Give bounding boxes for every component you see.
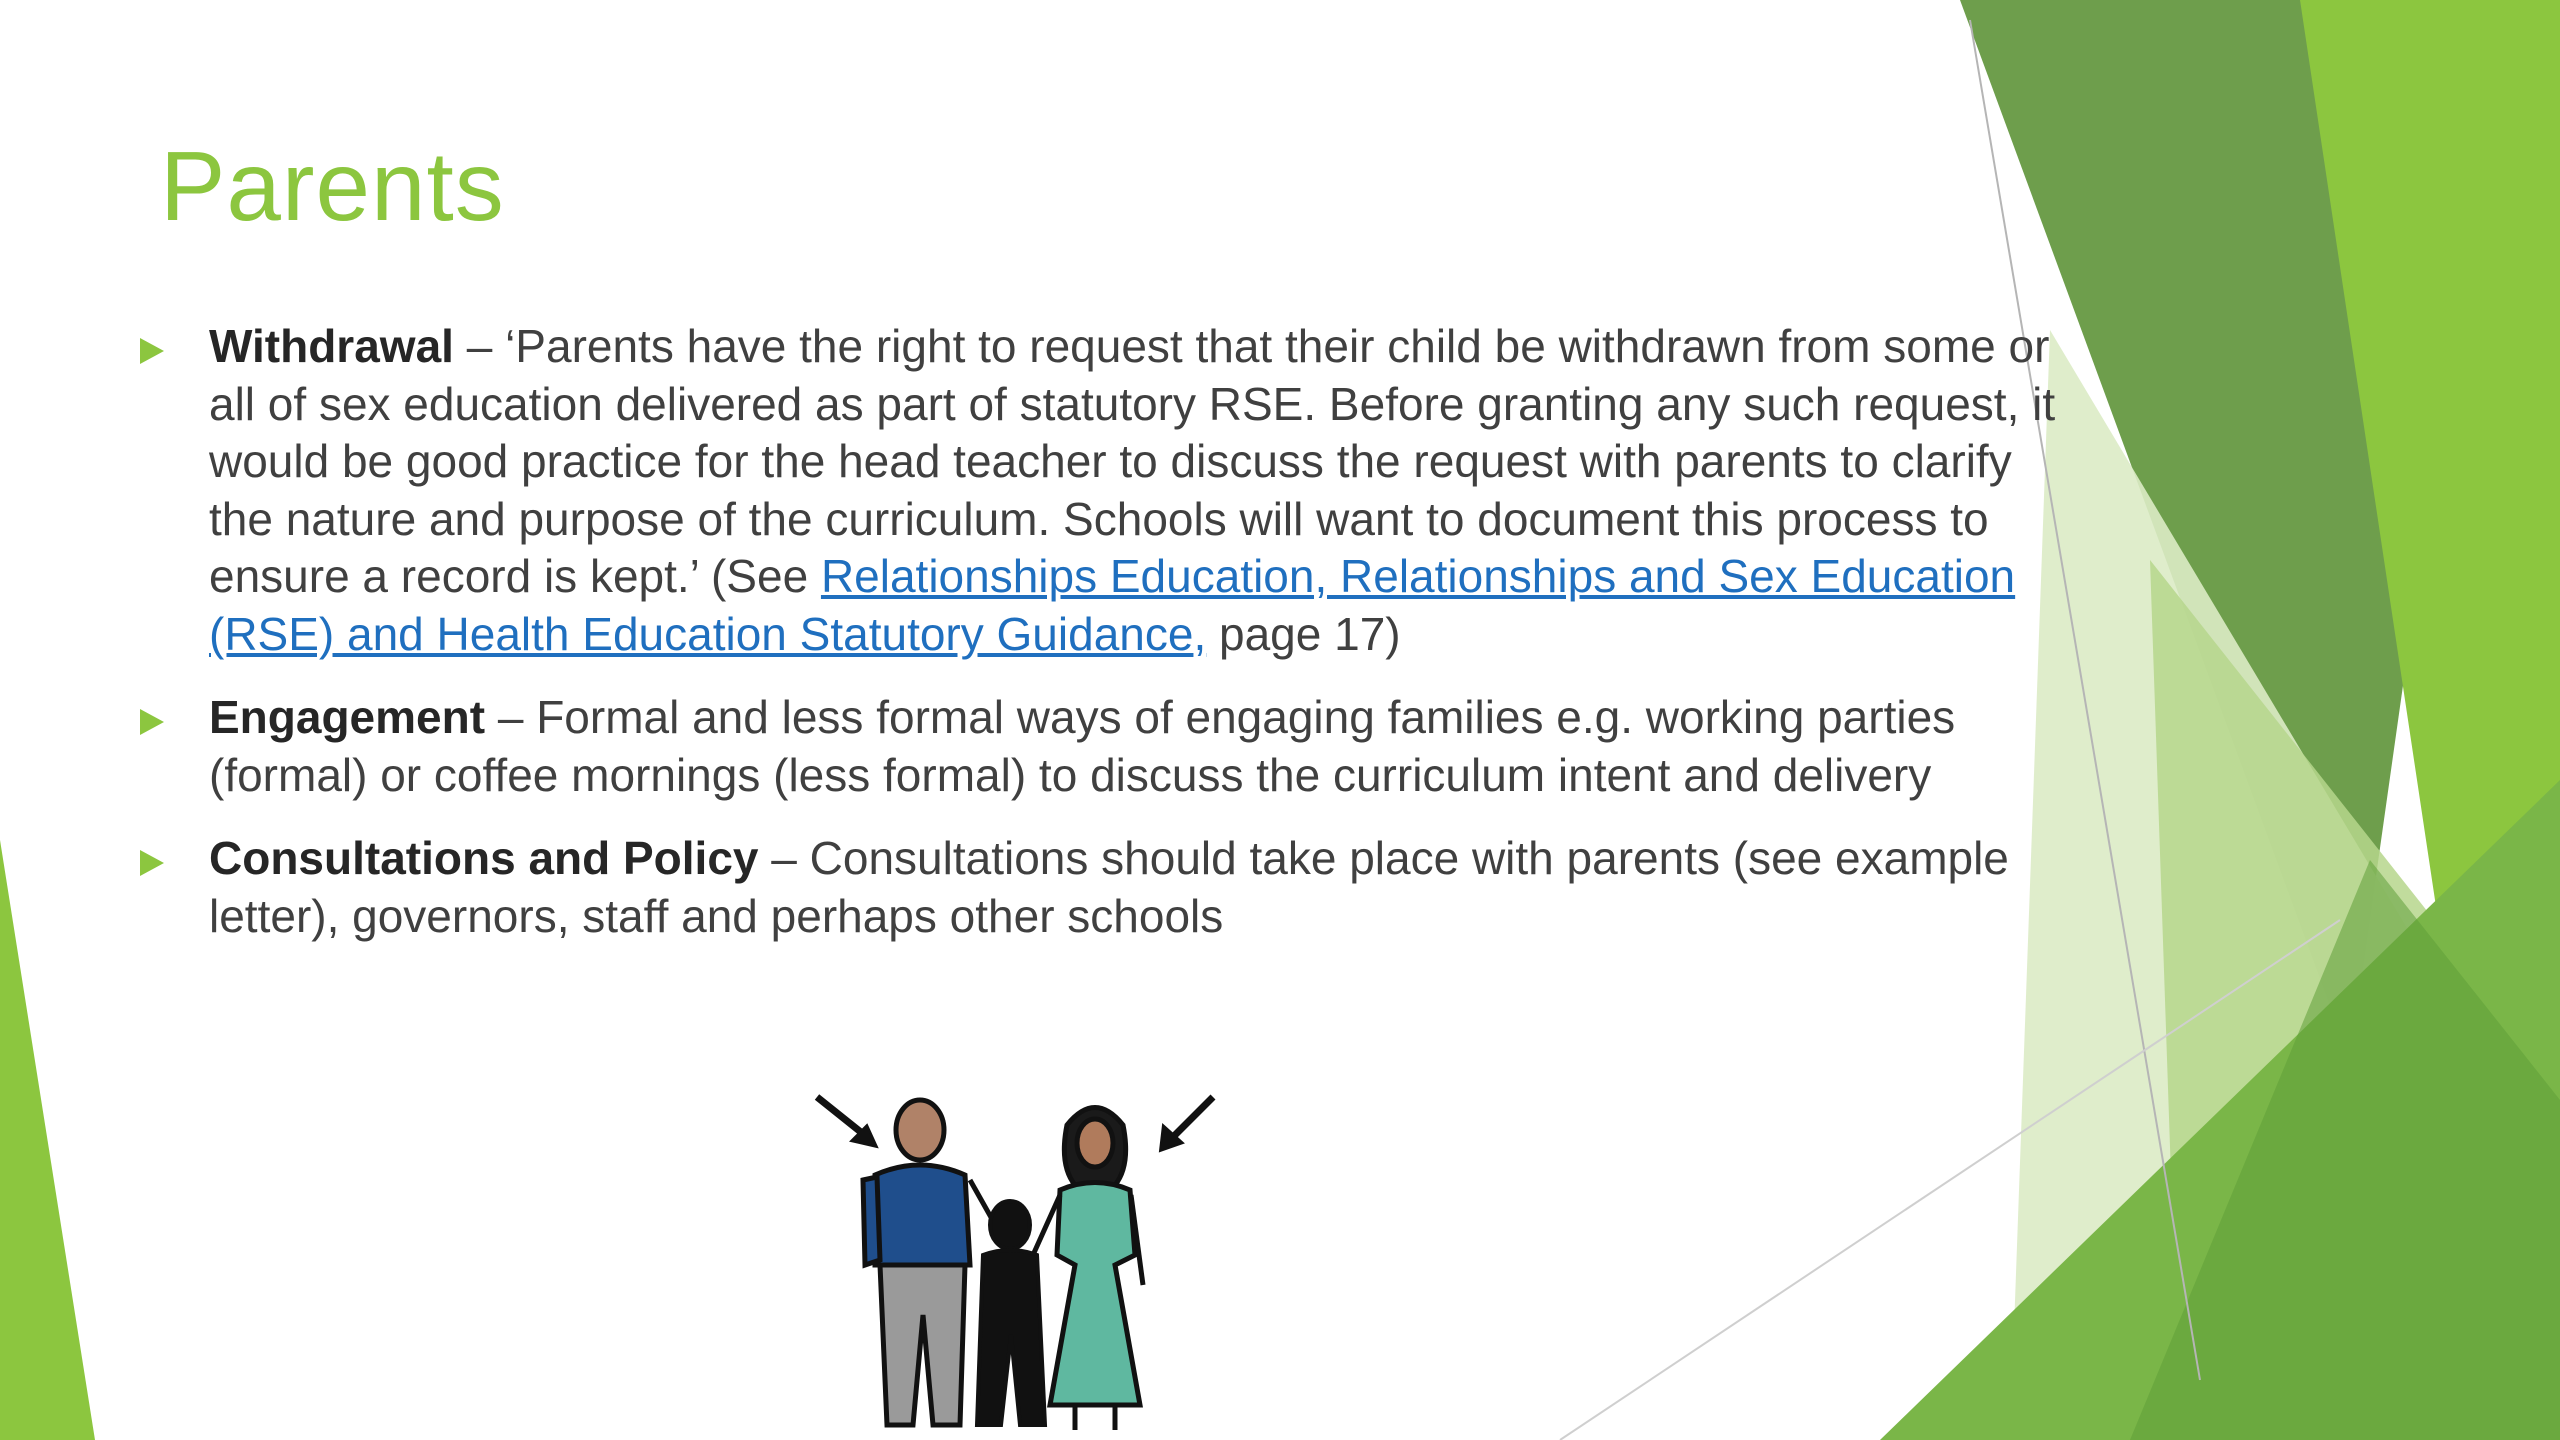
bullet-engagement	[136, 689, 2056, 804]
bullet-heading: Withdrawal	[209, 320, 454, 372]
bullet-text: – ‘Parents have the right to request that their child be withdrawn from some or all of sex education delivered as part of statutory RSE. Before granting any such request, it would be good practice for the head teacher to discuss the request with parents to clarify the nature and purpose of the curriculum. Schools will want to document this process to ensure a record is kept.’ (See	[209, 320, 2056, 602]
left-green-wedge	[0, 840, 95, 1440]
bullet-text: – Formal and less formal ways of engaging families e.g. working parties (formal) or coffee mornings (less formal) to discuss the curriculum intent and delivery	[209, 691, 1956, 801]
bullet-heading: Engagement	[209, 691, 486, 743]
bullet-heading: Consultations and Policy	[209, 832, 759, 884]
bullet-withdrawal	[136, 318, 2056, 663]
bullet-list	[136, 318, 2056, 971]
bullet-consultations	[136, 830, 2056, 945]
bullet-arrow-icon	[140, 709, 164, 735]
bullet-arrow-icon	[140, 338, 164, 364]
guidance-link[interactable]: Relationships Education, Relationships and Sex Education (RSE) and Health Education Statutory Guidance	[209, 550, 2016, 660]
family-parents-icon	[805, 1085, 1225, 1440]
guidance-link-comma[interactable]: ,	[1193, 607, 1207, 660]
slide-title: Parents	[160, 131, 505, 241]
bullet-text: – Consultations should take place with parents (see example letter), governors, staff and perhaps other schools	[209, 832, 2009, 942]
bullet-arrow-icon	[140, 850, 164, 876]
bullet-text-after: page 17)	[1206, 607, 1401, 660]
